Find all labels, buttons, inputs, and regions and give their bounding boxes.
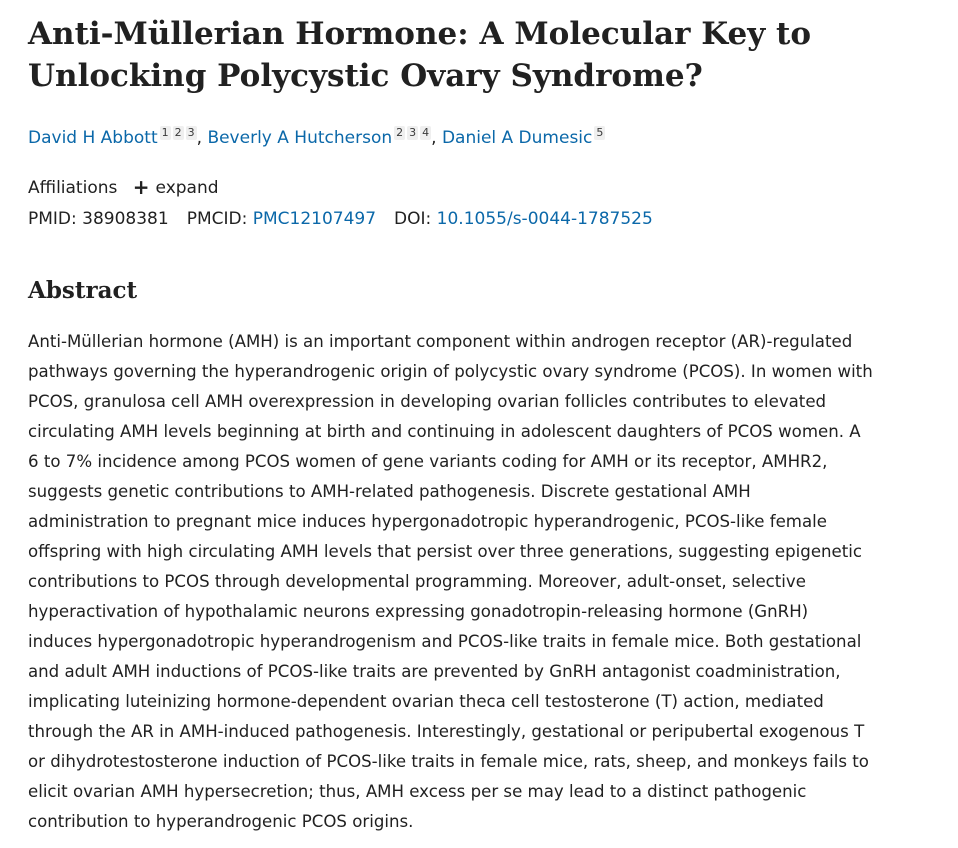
abstract-line: contributions to PCOS through developmental programming. Moreover, adult-onset, selective (28, 572, 806, 591)
pmid-label: PMID: 38908381 (28, 209, 169, 229)
pmcid-link[interactable]: PMC12107497 (252, 209, 377, 229)
abstract-line: through the AR in AMH-induced pathogenesis. Interestingly, gestational or peripubertal exogenous T (28, 722, 865, 741)
doi-link[interactable]: 10.1055/s-0044-1787525 (436, 209, 653, 229)
author-separator: , (196, 128, 208, 148)
abstract-line: hyperactivation of hypothalamic neurons expressing gonadotropin-releasing hormone (GnRH) (28, 602, 809, 621)
affiliation-ref[interactable]: 1 (161, 126, 169, 139)
affiliation-ref[interactable]: 5 (596, 126, 604, 139)
author-separator: , (431, 128, 442, 148)
abstract-line: and adult AMH inductions of PCOS-like traits are prevented by GnRH antagonist coadministration, (28, 662, 841, 681)
abstract-line: circulating AMH levels beginning at birth and continuing in adolescent daughters of PCOS women. A (28, 422, 861, 441)
author-link-abbott[interactable]: David H Abbott (28, 128, 158, 148)
affiliations-row (28, 175, 219, 199)
affiliations-label: Affiliations (28, 178, 118, 198)
doi-label: DOI: (394, 209, 432, 229)
abstract-line: or dihydrotestosterone induction of PCOS-like traits in female mice, rats, sheep, and monkeys fails to (28, 752, 869, 771)
affiliations-expand-button[interactable] (132, 175, 219, 199)
affiliation-ref[interactable]: 3 (409, 126, 417, 139)
plus-icon: + (132, 175, 150, 199)
affiliation-ref[interactable]: 2 (174, 126, 182, 139)
affiliation-ref[interactable]: 4 (422, 126, 430, 139)
abstract-line: pathways governing the hyperandrogenic origin of polycystic ovary syndrome (PCOS). In women with (28, 362, 873, 381)
affiliation-ref[interactable]: 2 (396, 126, 404, 139)
identifiers-row (28, 209, 653, 229)
abstract-line: PCOS, granulosa cell AMH overexpression in developing ovarian follicles contributes to elevated (28, 392, 827, 411)
affiliation-ref[interactable]: 3 (187, 126, 195, 139)
author-link-dumesic[interactable]: Daniel A Dumesic (441, 128, 593, 148)
abstract-line: administration to pregnant mice induces hypergonadotropic hyperandrogenic, PCOS-like female (28, 512, 827, 531)
abstract-line: contribution to hyperandrogenic PCOS origins. (28, 812, 414, 831)
author-list (28, 126, 605, 148)
abstract-heading: Abstract (28, 277, 138, 304)
pmcid-label: PMCID: (186, 209, 248, 229)
abstract-line: induces hypergonadotropic hyperandrogenism and PCOS-like traits in female mice. Both gestational (28, 632, 862, 651)
author-link-hutcherson[interactable]: Beverly A Hutcherson (207, 128, 393, 148)
abstract-text (28, 327, 928, 837)
title-line-1: Anti-Müllerian Hormone: A Molecular Key to (28, 16, 812, 52)
abstract-line: Anti-Müllerian hormone (AMH) is an important component within androgen receptor (AR)-regulated (28, 332, 853, 351)
abstract-line: offspring with high circulating AMH levels that persist over three generations, suggesting epigenetic (28, 542, 862, 561)
abstract-line: implicating luteinizing hormone-dependent ovarian theca cell testosterone (T) action, mediated (28, 692, 824, 711)
title-line-2: Unlocking Polycystic Ovary Syndrome? (28, 58, 703, 94)
article-title (28, 13, 928, 97)
expand-label: expand (155, 178, 219, 198)
abstract-line: suggests genetic contributions to AMH-related pathogenesis. Discrete gestational AMH (28, 482, 751, 501)
abstract-line: elicit ovarian AMH hypersecretion; thus, AMH excess per se may lead to a distinct pathogenic (28, 782, 807, 801)
abstract-line: 6 to 7% incidence among PCOS women of gene variants coding for AMH or its receptor, AMHR2, (28, 452, 828, 471)
